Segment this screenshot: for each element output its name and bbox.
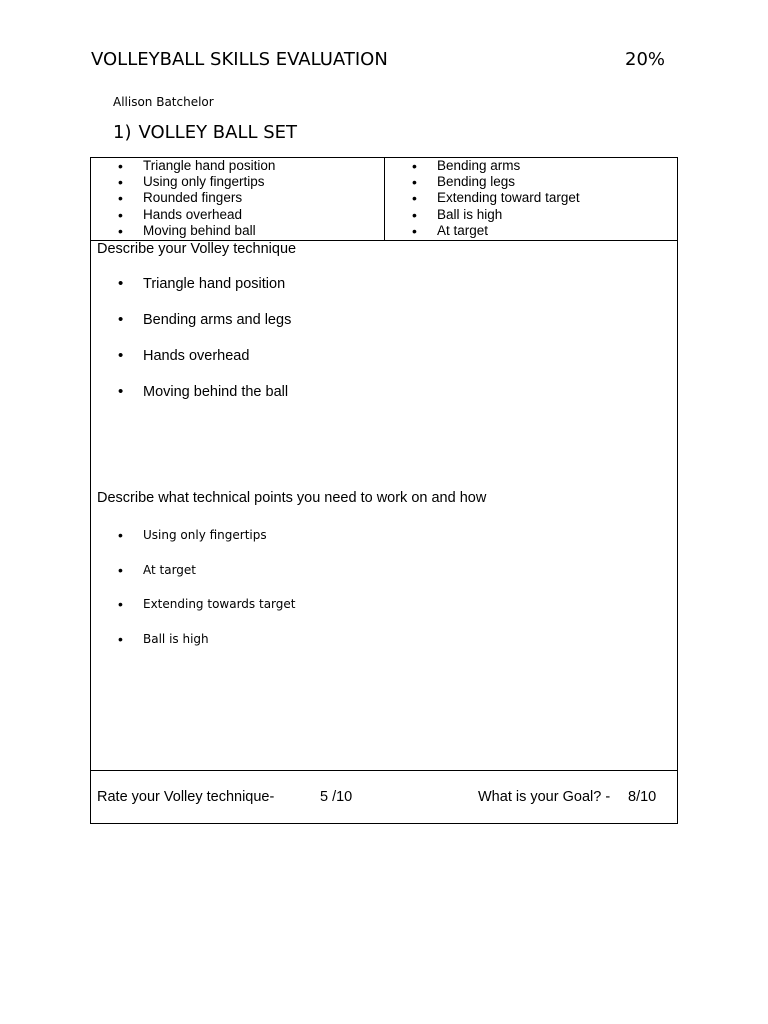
criteria-item: • Bending legs — [385, 174, 677, 190]
student-name: Allison Batchelor — [113, 95, 214, 109]
section-number: 1) — [113, 122, 132, 143]
list-item: • Moving behind the ball — [91, 382, 291, 418]
rate-value: 5 /10 — [320, 789, 353, 805]
criteria-item: • Moving behind ball — [91, 223, 384, 239]
document-title: VOLLEYBALL SKILLS EVALUATION — [91, 49, 388, 70]
criteria-item: • Using only fingertips — [91, 174, 384, 190]
list-item: • Hands overhead — [91, 346, 291, 382]
criteria-item: • Bending arms — [385, 158, 677, 174]
improvement-answer-list — [91, 526, 295, 664]
criteria-item: • At target — [385, 223, 677, 239]
answer-block — [91, 241, 677, 771]
criteria-item: • Hands overhead — [91, 207, 384, 223]
criteria-column-left — [91, 158, 385, 240]
list-item: • Bending arms and legs — [91, 310, 291, 346]
rate-label: Rate your Volley technique- — [97, 789, 275, 805]
criteria-item: • Triangle hand position — [91, 158, 384, 174]
criteria-item: • Extending toward target — [385, 190, 677, 206]
list-item: • Extending towards target — [91, 595, 295, 630]
criteria-item: • Ball is high — [385, 207, 677, 223]
technique-prompt: Describe your Volley technique — [97, 241, 297, 257]
list-item: • At target — [91, 561, 295, 596]
technique-answer-list — [91, 274, 291, 418]
goal-value: 8/10 — [628, 789, 657, 805]
list-item: • Using only fingertips — [91, 526, 295, 561]
list-item: • Ball is high — [91, 630, 295, 665]
goal-label: What is your Goal? - — [478, 789, 611, 805]
section-title: VOLLEY BALL SET — [138, 122, 298, 143]
evaluation-table — [90, 157, 678, 824]
weight-percent: 20% — [625, 49, 666, 70]
improvement-prompt: Describe what technical points you need to work on and how — [97, 490, 487, 506]
list-item: • Triangle hand position — [91, 274, 291, 310]
criteria-item: • Rounded fingers — [91, 190, 384, 206]
criteria-column-right — [385, 158, 677, 240]
criteria-row — [91, 158, 677, 241]
rating-row — [91, 771, 677, 823]
section-heading — [113, 122, 297, 143]
